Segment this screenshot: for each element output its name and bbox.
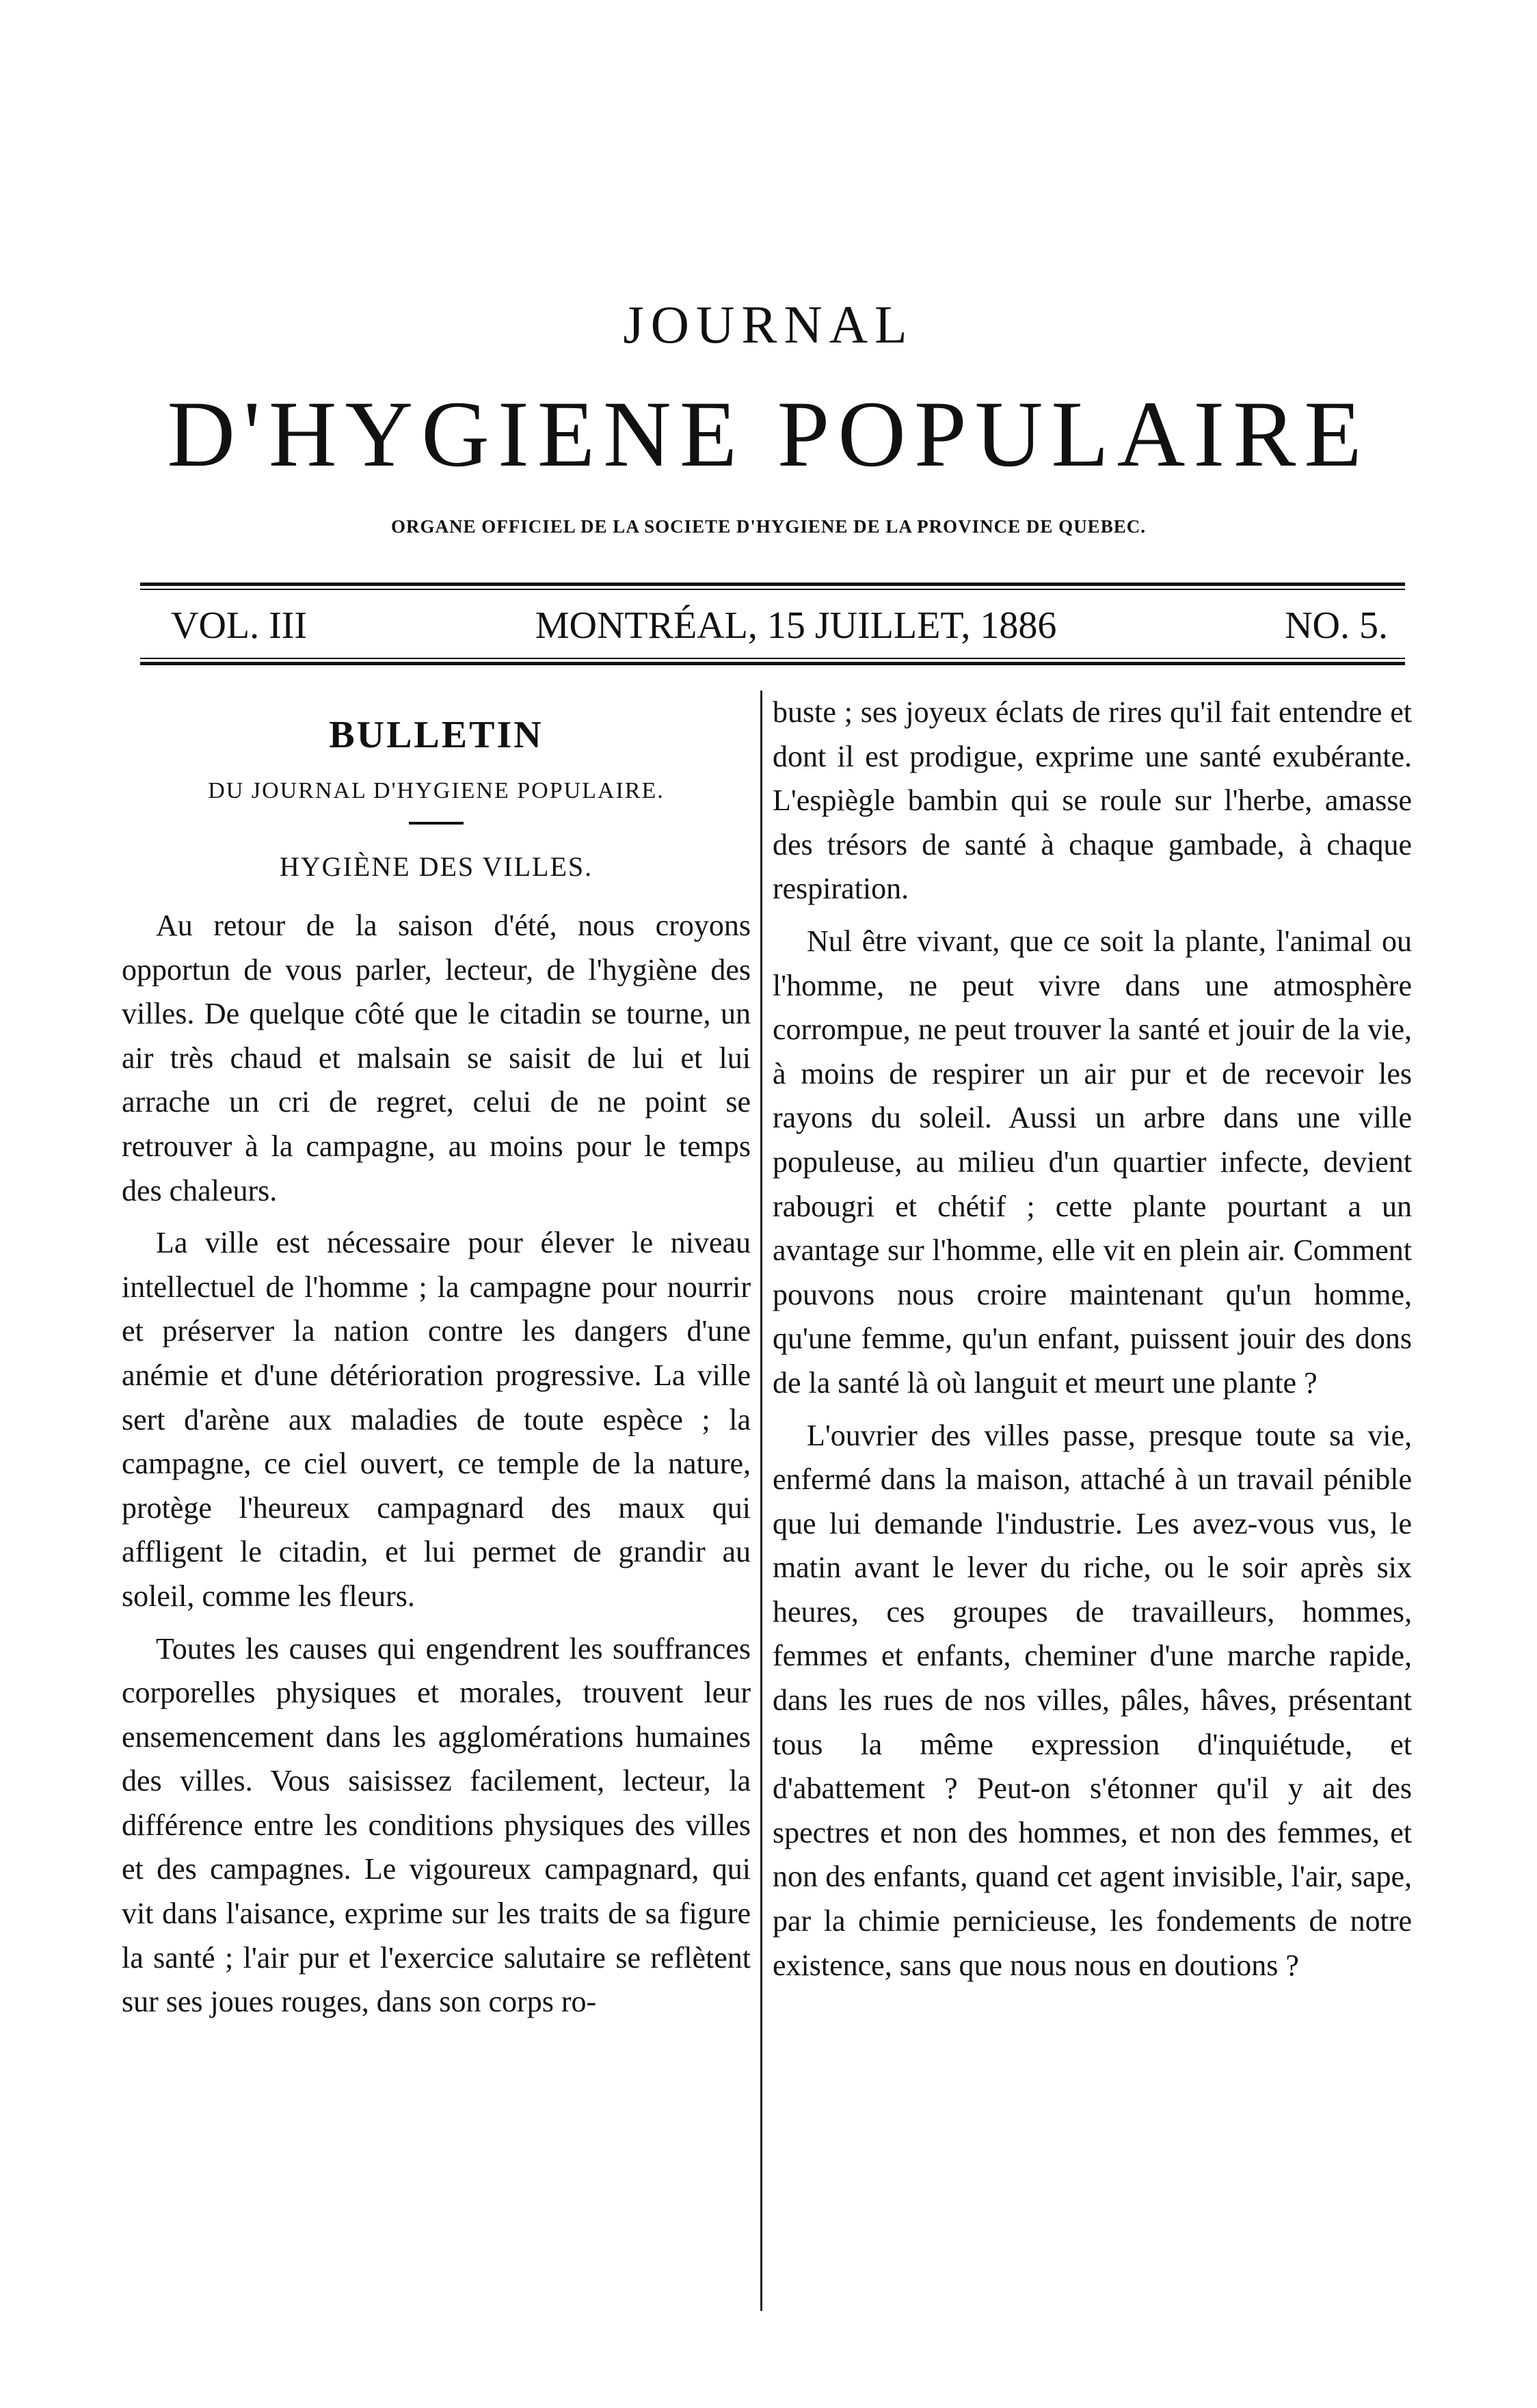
paragraph: L'ouvrier des villes passe, presque toute sa vie, enfermé dans la maison, attaché à un travail pénible que lui demande l'industrie. Les avez-vous vus, le matin avant le lever du riche, ou le soir après six heures, ces groupes de travailleurs, hommes, femmes et enfants, cheminer d'une marche rapide, dans les rues de nos villes, pâles, hâves, présentant tous la même expression d'inquiétude, et d'abattement ? Peut-on s'étonner qu'il y ait des spectres et non des hommes, et non des femmes, et non des enfants, quand cet agent invisible, l'air, sape, par la chimie pernicieuse, les fondements de notre existence, sans que nous nous en doutions ? xyxy=(773,1418,1412,1982)
bulletin-subheading: DU JOURNAL D'HYGIENE POPULAIRE. xyxy=(208,778,665,803)
journal-subtitle: ORGANE OFFICIEL DE LA SOCIETE D'HYGIENE DE LA PROVINCE DE QUEBEC. xyxy=(391,516,1146,537)
paragraph: Nul être vivant, que ce soit la plante, l'animal ou l'homme, ne peut vivre dans une atmosphère corrompue, ne peut trouver la santé et jouir de la vie, à moins de respirer un air pur et de recevoir les rayons du soleil. Aussi un arbre dans une ville populeuse, au milieu d'un quartier infecte, devient rabougri et chétif ; cette plante pourtant a un avantage sur l'homme, elle vit en plein air. Comment pouvons nous croire maintenant qu'un homme, qu'une femme, qu'un enfant, puissent jouir des dons de la santé là où languit et meurt une plante ? xyxy=(773,924,1412,1400)
paragraph: Toutes les causes qui engendrent les souffrances corporelles physiques et morales, trouvent leur ensemencement dans les agglomérations humaines des villes. Vous saisissez facilement, lecteur, la différence entre les conditions physiques des villes et des campagnes. Le vigoureux campagnard, qui vit dans l'aisance, exprime sur les traits de sa figure la santé ; l'air pur et l'exercice salutaire se reflètent sur ses joues rouges, dans son corps ro- xyxy=(122,1631,751,2019)
paragraph: La ville est nécessaire pour élever le niveau intellectuel de l'homme ; la campagne pour nourrir et préserver la nation contre les dangers d'une anémie et d'une détérioration progressive. La ville sert d'arène aux maladies de toute espèce ; la campagne, ce ciel ouvert, ce temple de la nature, protège l'heureux campagnard des maux qui affligent le citadin, et lui permet de grandir au soleil, comme les fleurs. xyxy=(122,1226,751,1613)
bulletin-heading: BULLETIN xyxy=(329,714,544,756)
paragraph: buste ; ses joyeux éclats de rires qu'il fait entendre et dont il est prodigue, exprime une santé exubérante. L'espiègle bambin qui se roule sur l'herbe, amasse des trésors de santé à chaque gambade, à chaque respiration. xyxy=(773,695,1412,906)
issue-line xyxy=(171,602,1388,650)
issue-place-date: MONTRÉAL, 15 JUILLET, 1886 xyxy=(535,604,1057,647)
journal-title: D'HYGIENE POPULAIRE xyxy=(167,382,1370,486)
journal-label: JOURNAL xyxy=(623,295,914,354)
column-divider xyxy=(760,691,762,2311)
left-column xyxy=(122,711,751,2024)
masthead-bottom-rule xyxy=(140,662,1405,665)
section-divider xyxy=(409,822,464,825)
masthead-bottom-rule-thin xyxy=(140,658,1405,659)
section-title: HYGIÈNE DES VILLES. xyxy=(279,851,593,882)
right-column xyxy=(773,691,1412,1988)
issue-volume: VOL. III xyxy=(171,604,308,647)
issue-number: NO. 5. xyxy=(1285,604,1388,647)
paragraph: Au retour de la saison d'été, nous croyons opportun de vous parler, lecteur, de l'hygiène des villes. De quelque côté que le citadin se tourne, un air très chaud et malsain se saisit de lui et lui arrache un cri de regret, celui de ne point se retrouver à la campagne, au moins pour le temps des chaleurs. xyxy=(122,909,751,1207)
masthead-top-rule xyxy=(140,583,1405,586)
masthead-top-rule-thin xyxy=(140,589,1405,590)
